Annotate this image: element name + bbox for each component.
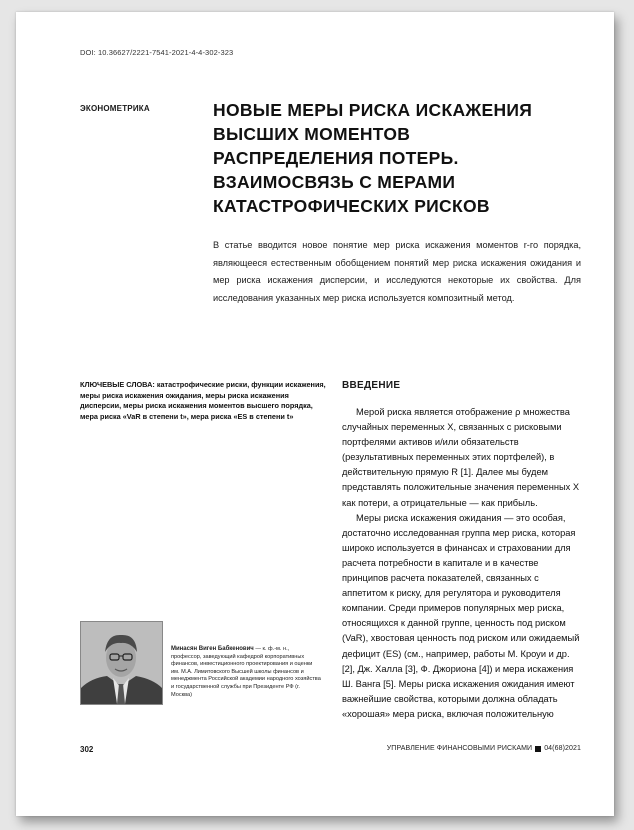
intro-paragraph-2: Меры риска искажения ожидания — это особая, достаточно исследованная группа мер риска, которая широко используется в финансах и страховании для расчета потребности в капитале и в качестве принципов расчета показателей, связанных с аппетитом к риску, для регулятора и руководителя компании. Среди примеров популярных мер риска, относящихся к данной группе, ценность под риском (VaR), хвостовая ценность под риском или ожидаемый дефицит (ES) (см., например, работы М. Кроуи и др. [2], Дж. Халла [3], Ф. Джориона [4]) и мера искажения Ш. Ванга [5]. Меры риска искажения ожидания имеют важнейшие свойства, которыми должна обладать «хорошая» мера риска, включая положительную (342, 512, 580, 719)
article-title: НОВЫЕ МЕРЫ РИСКА ИСКАЖЕНИЯ ВЫСШИХ МОМЕНТОВ РАСПРЕДЕЛЕНИЯ ПОТЕРЬ. ВЗАИМОСВЯЗЬ С МЕРАМИ КАТАСТРОФИЧЕСКИХ РИСКОВ (213, 100, 533, 216)
author-photo (80, 621, 163, 705)
intro-paragraph-1: Мерой риска является отображение ρ множества случайных переменных X, связанных с рисковыми портфелями активов и/или обязательств (результативных переменных этих портфелей), в действительную прямую R [1]. Далее мы будем представлять положительные значения переменных X как потери, а отрицательные — как прибыль. (342, 407, 580, 508)
square-separator-icon (535, 746, 541, 752)
journal-footer (387, 745, 581, 752)
author-info (171, 646, 321, 699)
journal-issue: 04(68)2021 (544, 745, 581, 752)
intro-text (342, 405, 582, 722)
intro-heading: ВВЕДЕНИЕ (342, 380, 401, 391)
journal-name: УПРАВЛЕНИЕ ФИНАНСОВЫМИ РИСКАМИ (386, 745, 533, 752)
doi: DOI: 10.36627/2221-7541-2021-4-4-302-323 (80, 48, 234, 57)
section-label: ЭКОНОМЕТРИКА (80, 104, 150, 113)
abstract: В статье вводится новое понятие мер риска искажения моментов r-го порядка, являющееся естественным обобщением понятий мер риска искажения ожидания и мер риска искажения дисперсии, и исследуются некоторые их свойства. Для исследования указанных мер риска используется композитный метод. (213, 240, 581, 303)
author-name: Минасян Виген Бабкенович (171, 646, 254, 652)
author-bio: — к. ф.-м. н., профессор, заведующий кафедрой корпоративных финансов, инвестиционного проектирования и оценки им. М.А. Лимитовского Высшей школы финансов и менеджмента Российской академии народного хозяйства и государственной службы при Президенте РФ (г. Москва) (171, 646, 321, 698)
journal-page (16, 12, 614, 816)
page-number: 302 (80, 745, 94, 754)
author-portrait-icon (81, 622, 162, 704)
keywords: КЛЮЧЕВЫЕ СЛОВА: катастрофические риски, функции искажения, меры риска искажения ожидания, меры риска искажения дисперсии, меры риска искажения моментов высшего порядка, мера риска «VaR в степени t», мера риска «ES в степени t» (80, 380, 326, 421)
